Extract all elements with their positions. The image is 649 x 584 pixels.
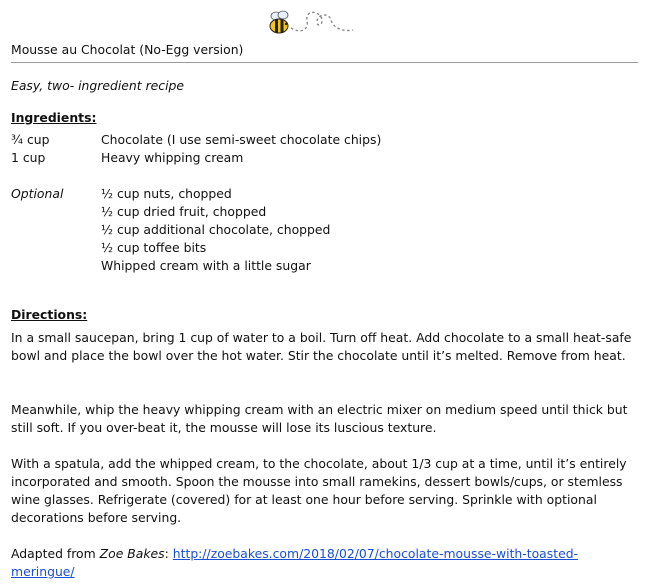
- bee-icon: [267, 8, 359, 40]
- direction-step: With a spatula, add the whipped cream, to the chocolate, about 1/3 cup at a time, until it’s entirely incorporated and smooth. Spoon the mousse into small ramekins, dessert bowls/cups, or stemless wine glasses. Refrigerate (covered) for at least one hour before serving. Sprinkle with optional decorations before serving.: [11, 456, 627, 525]
- ingredients-heading: Ingredients:: [11, 110, 97, 125]
- ingredient-name: Heavy whipping cream: [101, 150, 244, 165]
- optional-row: [11, 258, 638, 276]
- optional-item: ½ cup dried fruit, chopped: [101, 204, 267, 219]
- optional-row: [11, 222, 638, 240]
- optional-row: [11, 186, 638, 204]
- source-attribution: [11, 545, 638, 581]
- ingredient-row: [11, 150, 638, 168]
- ingredient-name: Chocolate (I use semi-sweet chocolate chips): [101, 132, 382, 147]
- directions-heading: Directions:: [11, 307, 88, 322]
- title-divider: [11, 62, 638, 63]
- optional-item: ½ cup additional chocolate, chopped: [101, 222, 331, 237]
- ingredient-row: [11, 132, 638, 150]
- ingredient-quantity: ¾ cup: [11, 132, 50, 147]
- optional-label: Optional: [11, 186, 64, 201]
- direction-step: Meanwhile, whip the heavy whipping cream with an electric mixer on medium speed until thick but still soft. If you over-beat it, the mousse will lose its luscious texture.: [11, 402, 628, 435]
- direction-step: In a small saucepan, bring 1 cup of water to a boil. Turn off heat. Add chocolate to a small heat-safe bowl and place the bowl over the hot water. Stir the chocolate until it’s melted. Remove from heat.: [11, 330, 632, 363]
- optional-row: [11, 204, 638, 222]
- source-name: Zoe Bakes: [99, 546, 165, 561]
- optional-row: [11, 240, 638, 258]
- source-separator: :: [164, 546, 173, 561]
- optional-item: ½ cup nuts, chopped: [101, 186, 232, 201]
- optional-item: ½ cup toffee bits: [101, 240, 207, 255]
- recipe-title: Mousse au Chocolat (No-Egg version): [11, 42, 244, 57]
- optional-item: Whipped cream with a little sugar: [101, 258, 311, 273]
- ingredient-quantity: 1 cup: [11, 150, 46, 165]
- source-prefix: Adapted from: [11, 546, 100, 561]
- recipe-subtitle: Easy, two- ingredient recipe: [11, 78, 185, 93]
- bee-decoration: [267, 8, 359, 40]
- source-link[interactable]: http://zoebakes.com/2018/02/07/chocolate-mousse-with-toasted-meringue/: [11, 546, 579, 579]
